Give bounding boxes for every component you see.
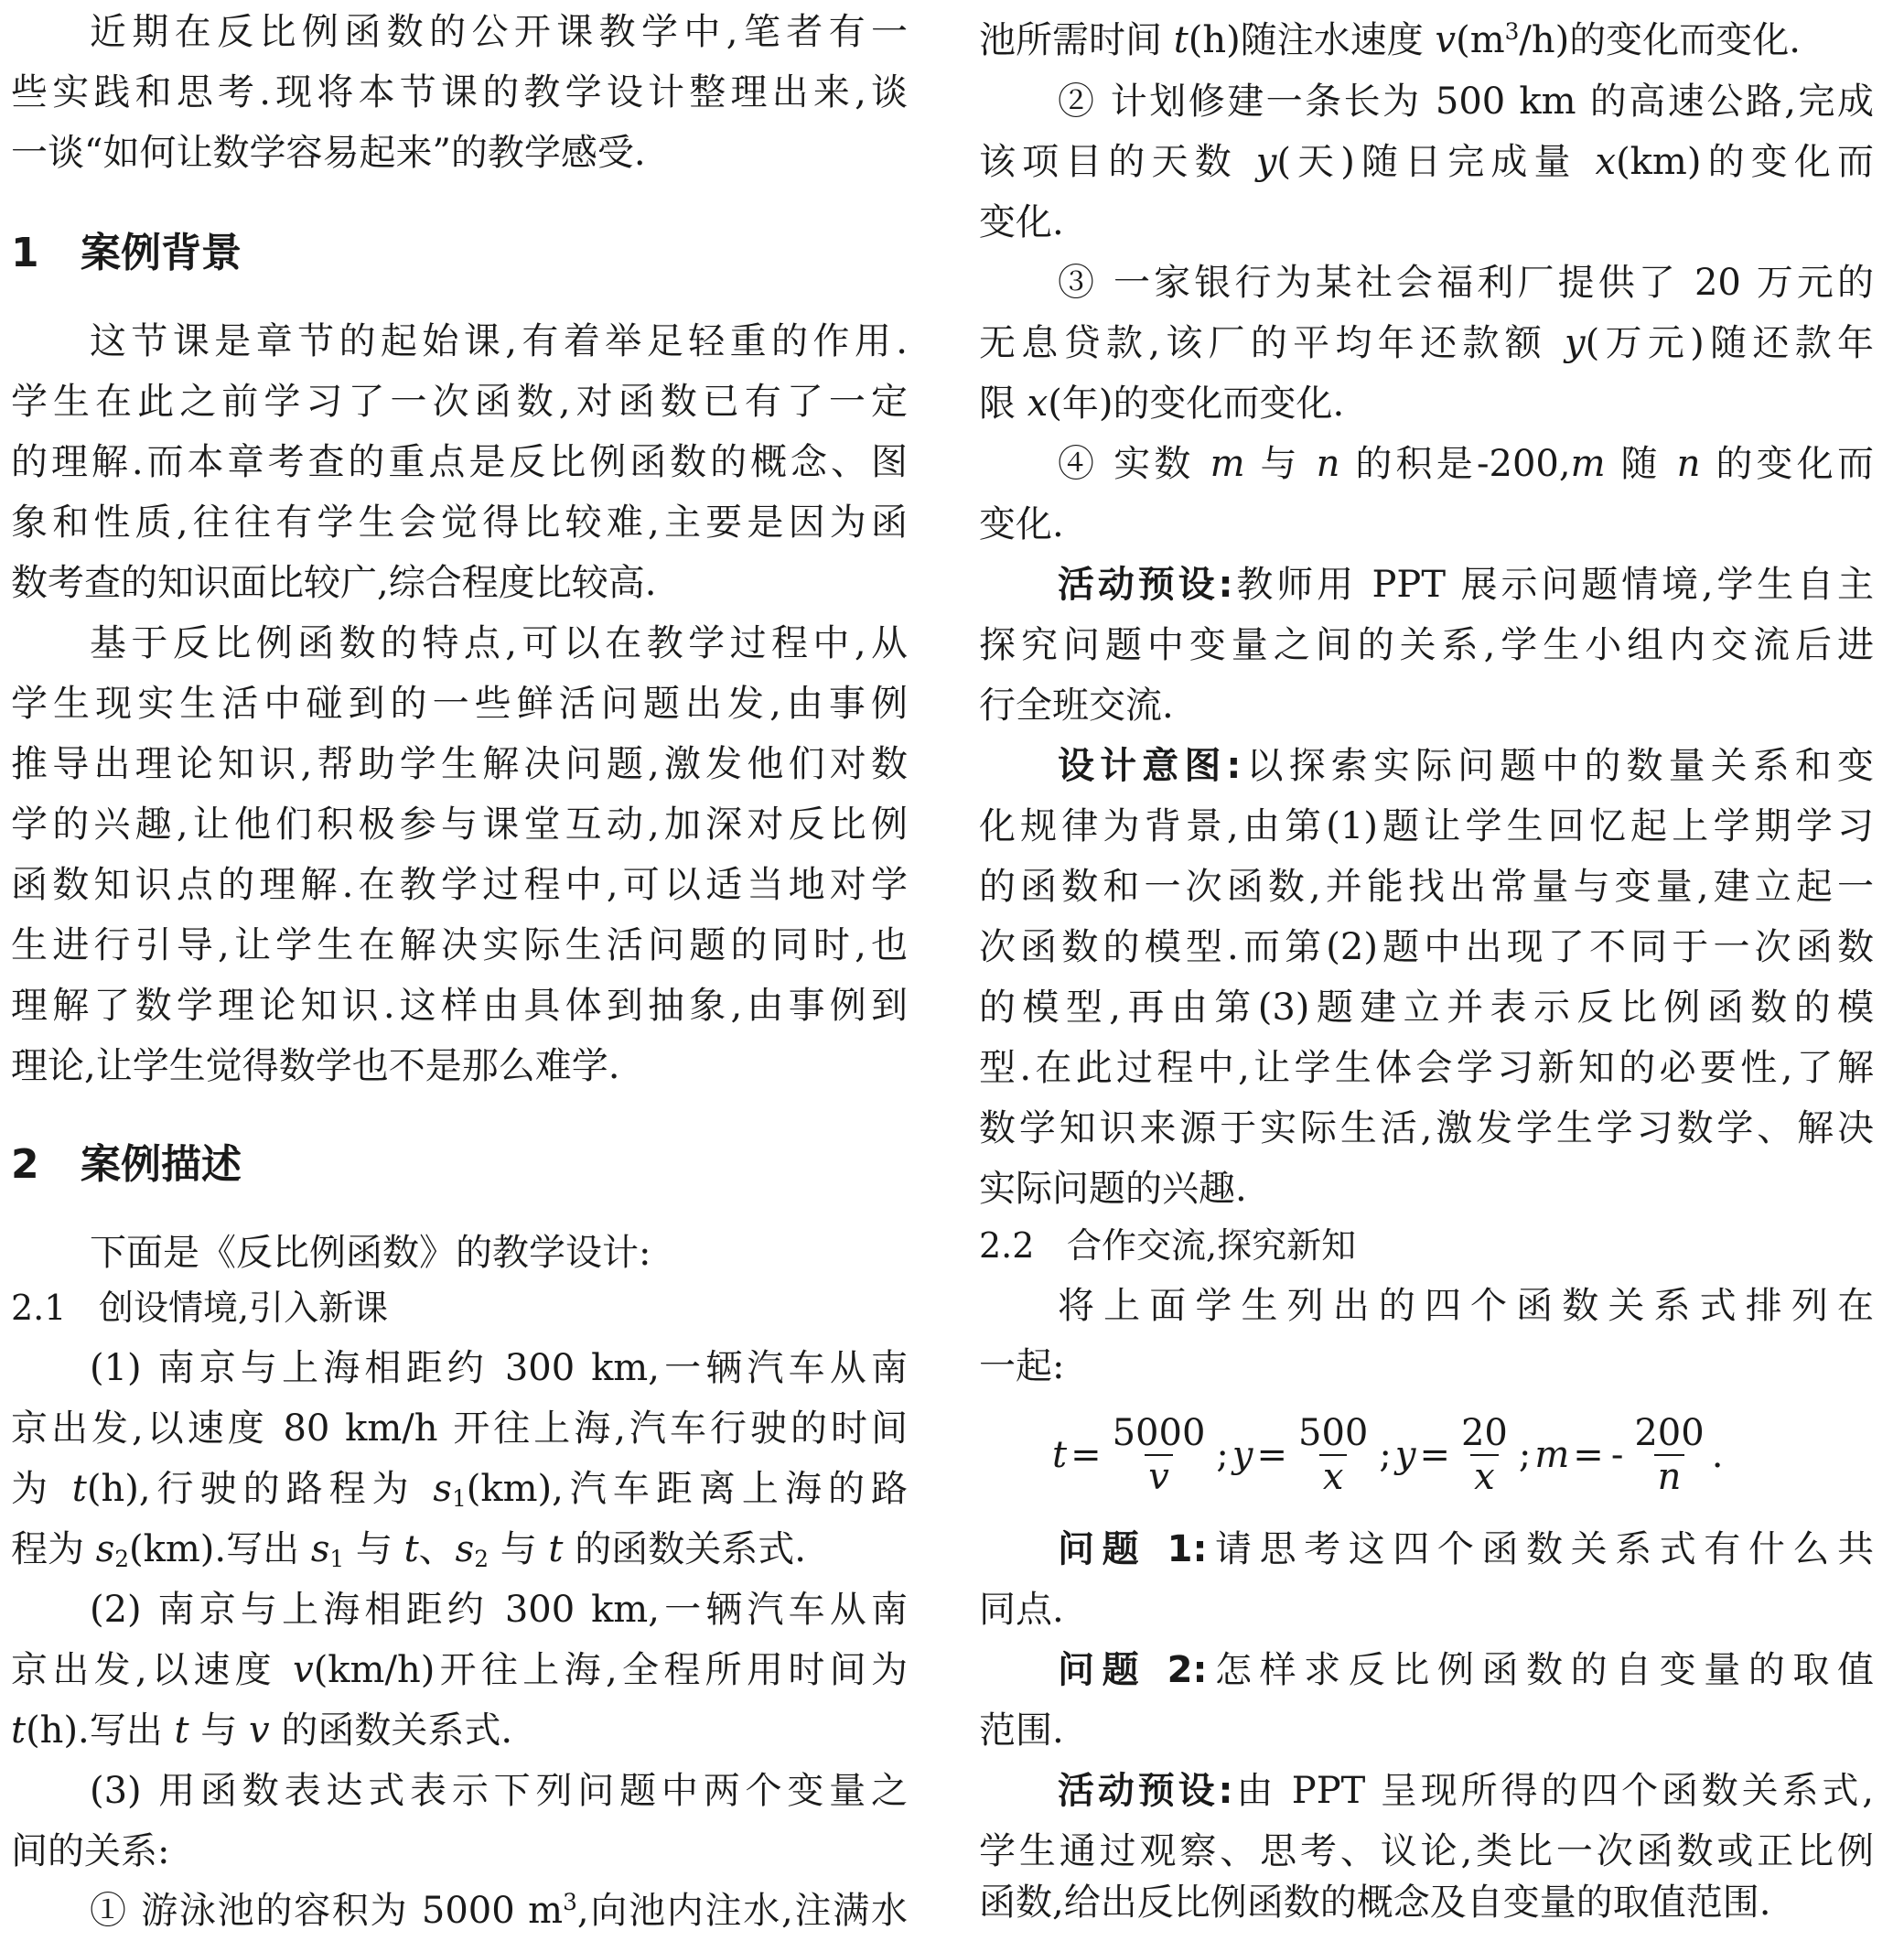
paragraph-line: 推导出理论知识,帮助学生解决问题,激发他们对数	[11, 743, 908, 785]
question-line: 同点.	[979, 1589, 1064, 1631]
paragraph-line: 基于反比例函数的特点,可以在教学过程中,从	[90, 622, 908, 664]
question-line: (3) 用函数表达式表示下列问题中两个变量之	[90, 1770, 908, 1812]
design-line: 型.在此过程中,让学生体会学习新知的必要性,了解	[979, 1047, 1874, 1089]
question-line: ① 游泳池的容积为 5000 $m^3$,向池内注水,注满水	[90, 1889, 908, 1932]
question-line: (2) 南京与上海相距约 300 km,一辆汽车从南	[90, 1589, 908, 1631]
item-line: 变化.	[979, 503, 1064, 545]
activity-label: 活动预设:	[1058, 1770, 1233, 1812]
subsection-number: 2.1	[11, 1288, 67, 1328]
question-label: 问题 1:	[1058, 1528, 1208, 1570]
numerator: 200	[1634, 1412, 1705, 1454]
section-title: 案例背景	[81, 230, 242, 276]
intro-line: 近期在反比例函数的公开课教学中,笔者有一	[90, 11, 908, 53]
fraction	[1295, 1412, 1372, 1498]
paragraph-line: 生进行引导,让学生在解决实际生活问题的同时,也	[11, 924, 908, 966]
subsection-title: 合作交流,探究新知	[1067, 1225, 1357, 1266]
equals-sign: =	[1419, 1434, 1450, 1476]
question-line: (1) 南京与上海相距约 300 km,一辆汽车从南	[90, 1347, 908, 1389]
design-line: 设计意图:以探索实际问题中的数量关系和变	[1058, 745, 1875, 787]
paragraph-line: 下面是《反比例函数》的教学设计:	[90, 1232, 651, 1274]
intro-line: 些实践和思考.现将本节课的教学设计整理出来,谈	[11, 71, 908, 113]
formula-block	[1052, 1400, 1802, 1510]
design-line: 的函数和一次函数,并能找出常量与变量,建立起一	[979, 866, 1874, 908]
paragraph-line: 理论,让学生觉得数学也不是那么难学.	[11, 1045, 620, 1087]
subsection-number: 2.2	[979, 1225, 1035, 1266]
subsection-heading-2-1	[11, 1278, 908, 1338]
denominator: x	[1319, 1454, 1348, 1498]
minus-sign: -	[1610, 1434, 1624, 1476]
numerator: 20	[1460, 1412, 1508, 1454]
fraction	[1109, 1412, 1210, 1498]
formula-variable: t	[1052, 1434, 1068, 1476]
activity-line: 活动预设:教师用 PPT 展示问题情境,学生自主	[1058, 564, 1874, 606]
design-line: 化规律为背景,由第(1)题让学生回忆起上学期学习	[979, 805, 1874, 847]
item-line: 变化.	[979, 201, 1064, 243]
fraction	[1630, 1412, 1707, 1498]
subsection-title: 创设情境,引入新课	[99, 1288, 389, 1328]
numerator: 500	[1298, 1412, 1369, 1454]
activity-line: 行全班交流.	[979, 685, 1174, 727]
paragraph-line: 象和性质,往往有学生会觉得比较难,主要是因为函	[11, 501, 908, 544]
item-line: 池所需时间 t(h)随注水速度 $v(m^3/h)$的变化而变化.	[979, 18, 1801, 61]
period: .	[1711, 1434, 1724, 1476]
equals-sign: =	[1573, 1434, 1604, 1476]
item-line: ④ 实数 m 与 n 的积是-200,m 随 n 的变化而	[1058, 443, 1875, 485]
question-line: 京出发,以速度 80 km/h 开往上海,汽车行驶的时间	[11, 1407, 908, 1450]
item-line: ② 计划修建一条长为 500 km 的高速公路,完成	[1058, 81, 1874, 123]
equals-sign: =	[1070, 1434, 1102, 1476]
question-line: 问题 2:怎样求反比例函数的自变量的取值	[1058, 1649, 1874, 1691]
denominator: v	[1145, 1454, 1173, 1498]
paragraph-line: 函数知识点的理解.在教学过程中,可以适当地对学	[11, 864, 908, 906]
section-title: 案例描述	[81, 1141, 242, 1188]
question-line: 范围.	[979, 1709, 1064, 1752]
item-line: 无息贷款,该厂的平均年还款额 y(万元)随还款年	[979, 322, 1874, 364]
subsection-heading-2-2	[979, 1215, 1874, 1276]
design-line: 次函数的模型.而第(2)题中出现了不同于一次函数	[979, 926, 1874, 968]
paragraph-line: 学生在此之前学习了一次函数,对函数已有了一定	[11, 381, 908, 423]
design-line: 实际问题的兴趣.	[979, 1168, 1247, 1210]
question-line: 为 t(h),行驶的路程为 $s_1(km)$,汽车距离上海的路	[11, 1468, 909, 1512]
section-number: 2	[11, 1141, 39, 1188]
question-line: 程为 $s_2(km)$.写出 $s_1$ 与 t、$s_2$ 与 t 的函数关系式.	[11, 1528, 806, 1572]
question-line: 问题 1:请思考这四个函数关系式有什么共	[1058, 1528, 1874, 1570]
paragraph-line: 学的兴趣,让他们积极参与课堂互动,加深对反比例	[11, 803, 908, 846]
item-line: 限 x(年)的变化而变化.	[979, 383, 1345, 425]
design-label: 设计意图:	[1058, 745, 1242, 787]
equals-sign: =	[1256, 1434, 1287, 1476]
design-line: 数学知识来源于实际生活,激发学生学习数学、解决	[979, 1107, 1874, 1149]
separator: ;	[1216, 1434, 1229, 1476]
paragraph-line: 学生现实生活中碰到的一些鲜活问题出发,由事例	[11, 683, 908, 725]
paragraph-line: 将上面学生列出的四个函数关系式排列在	[1058, 1285, 1874, 1327]
question-label: 问题 2:	[1058, 1649, 1208, 1691]
paragraph-line: 这节课是章节的起始课,有着举足轻重的作用.	[90, 320, 908, 362]
formula-variable: m	[1534, 1434, 1570, 1476]
paragraph-line: 的理解.而本章考查的重点是反比例函数的概念、图	[11, 441, 908, 483]
paragraph-line: 一起:	[979, 1345, 1065, 1387]
section-heading-1	[11, 223, 908, 284]
activity-label: 活动预设:	[1058, 564, 1233, 606]
denominator: n	[1654, 1454, 1685, 1498]
separator: ;	[1379, 1434, 1392, 1476]
denominator: x	[1470, 1454, 1499, 1498]
item-line: ③ 一家银行为某社会福利厂提供了 20 万元的	[1058, 262, 1874, 304]
item-line: 该项目的天数 y(天)随日完成量 x(km)的变化而	[979, 141, 1874, 183]
section-heading-2	[11, 1135, 908, 1195]
design-line: 的模型,再由第(3)题建立并表示反比例函数的模	[979, 987, 1874, 1029]
paragraph-line: 数考查的知识面比较广,综合程度比较高.	[11, 562, 657, 604]
activity-line: 函数,给出反比例函数的概念及自变量的取值范围.	[979, 1882, 1771, 1924]
question-line: 京出发,以速度 v(km/h)开往上海,全程所用时间为	[11, 1649, 908, 1691]
question-line: 间的关系:	[11, 1830, 170, 1872]
fraction	[1458, 1412, 1511, 1498]
section-number: 1	[11, 230, 39, 276]
formula-variable: y	[1394, 1434, 1416, 1476]
numerator: 5000	[1112, 1412, 1206, 1454]
separator: ;	[1518, 1434, 1532, 1476]
activity-line: 学生通过观察、思考、议论,类比一次函数或正比例	[979, 1830, 1874, 1872]
question-line: t(h).写出 t 与 v 的函数关系式.	[11, 1709, 513, 1752]
activity-line: 探究问题中变量之间的关系,学生小组内交流后进	[979, 624, 1874, 666]
intro-line: 一谈“如何让数学容易起来”的教学感受.	[11, 132, 646, 174]
formula-variable: y	[1232, 1434, 1253, 1476]
paragraph-line: 理解了数学理论知识.这样由具体到抽象,由事例到	[11, 985, 908, 1027]
activity-line: 活动预设:由 PPT 呈现所得的四个函数关系式,	[1058, 1770, 1874, 1812]
